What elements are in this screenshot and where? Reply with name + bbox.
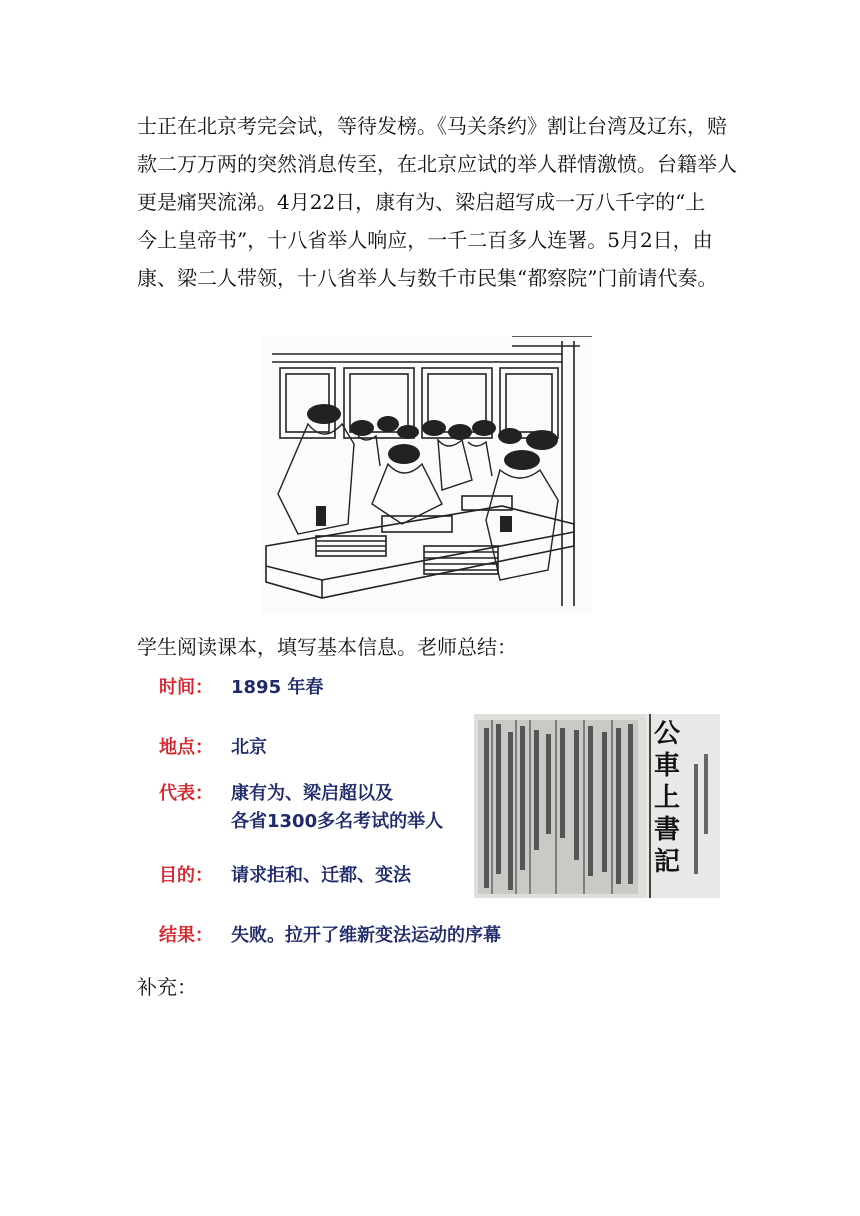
- time-label: 时间：: [159, 677, 213, 698]
- representatives-label: 代表：: [159, 783, 213, 804]
- scholars-petition-illustration: [262, 336, 592, 614]
- result-value: 失败。拉开了维新变法运动的序幕: [231, 925, 501, 946]
- intro-paragraph: [137, 107, 737, 297]
- paragraph-line: 更是痛哭流涕。4月22日，康有为、梁启超写成一万八千字的“上: [137, 190, 706, 214]
- supplement-paragraph: [137, 968, 737, 1006]
- representatives-value: [231, 780, 443, 836]
- place-label: 地点：: [159, 737, 213, 758]
- paragraph-line: 今上皇帝书”，十八省举人响应，一千二百多人连署。5月2日，由: [137, 228, 713, 252]
- goal-value: 请求拒和、迁都、变法: [231, 865, 411, 886]
- memorial-document-photo: [474, 714, 720, 898]
- paragraph-line: 补充：: [137, 975, 197, 999]
- place-value: 北京: [231, 737, 267, 758]
- instruction-paragraph: [137, 628, 737, 666]
- paragraph-line: 康、梁二人带领，十八省举人与数千市民集“都察院”门前请代奏。: [137, 266, 718, 290]
- memorial-title: 公車上書記: [654, 719, 681, 877]
- paragraph-line: 学生阅读课本，填写基本信息。老师总结：: [137, 635, 517, 659]
- representatives-line: 各省1300多名考试的举人: [231, 811, 444, 832]
- paragraph-line: 士正在北京考完会试，等待发榜。《马关条约》割让台湾及辽东，赔: [137, 114, 727, 138]
- time-value: 1895 年春: [231, 677, 324, 698]
- scholars-drawing: [262, 336, 592, 614]
- representatives-line: 康有为、梁启超以及: [231, 783, 393, 804]
- goal-label: 目的：: [159, 865, 213, 886]
- paragraph-line: 款二万万两的突然消息传至，在北京应试的举人群情激愤。台籍举人: [137, 152, 737, 176]
- result-label: 结果：: [159, 925, 213, 946]
